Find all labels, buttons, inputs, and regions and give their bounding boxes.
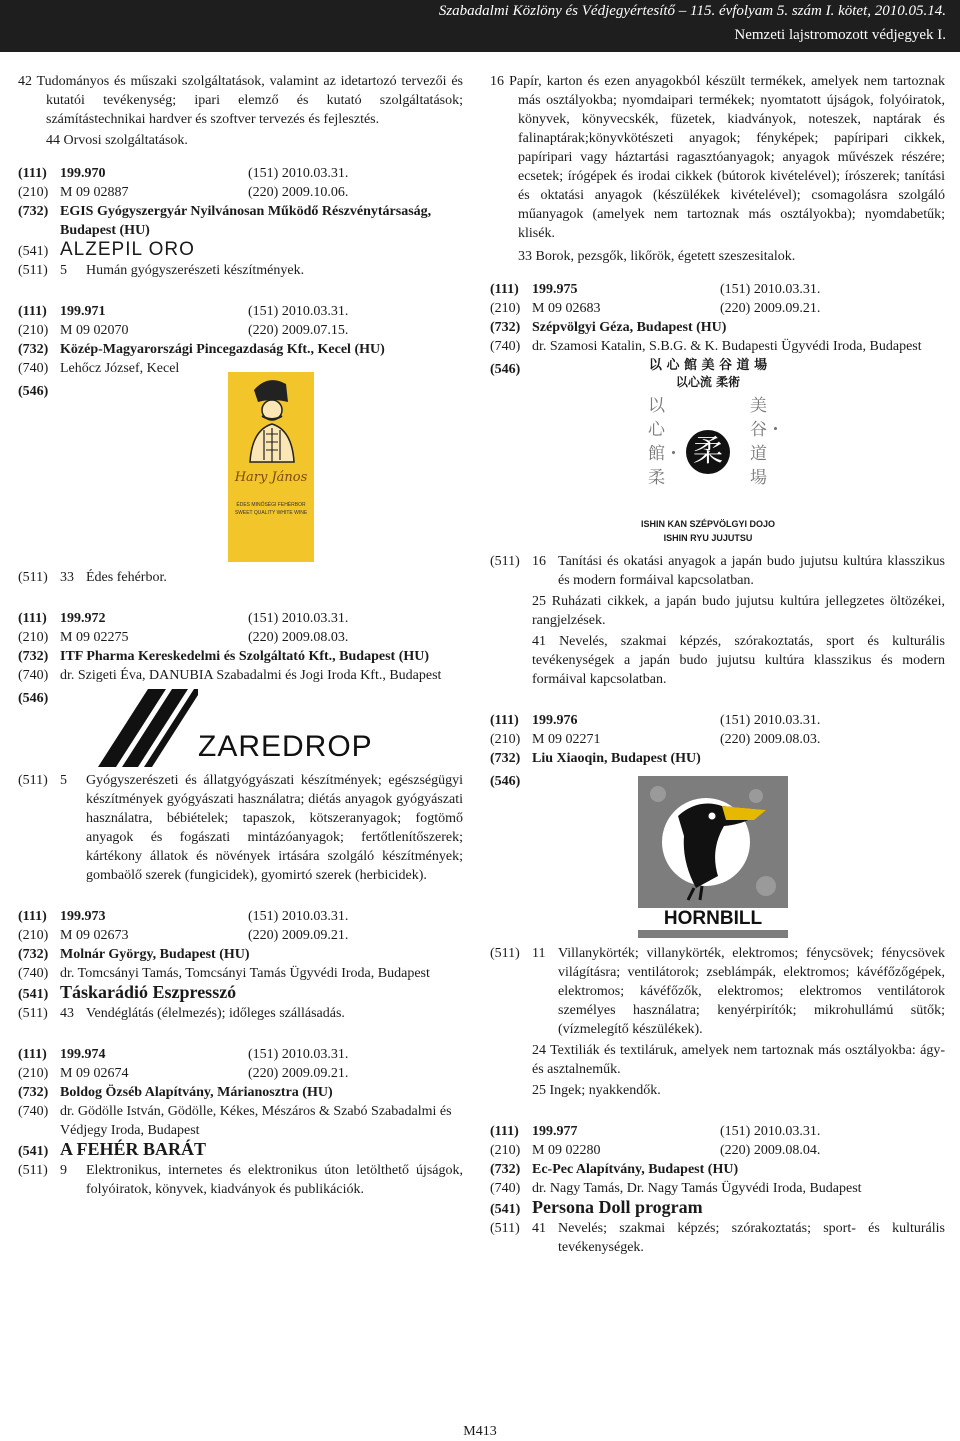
page-header: [0, 0, 960, 52]
code-732: (732): [18, 342, 49, 357]
code-546: (546): [490, 362, 521, 377]
word-mark: Táskarádió Eszpresszó: [60, 982, 237, 1002]
agent: Lehőcz József, Kecel: [60, 361, 180, 376]
code-210: (210): [490, 1143, 521, 1158]
code-732: (732): [18, 649, 49, 664]
reg-number: 199.972: [60, 611, 106, 626]
code-111: (111): [18, 1047, 47, 1062]
goods-text: Elektronikus, internetes és elektronikus úton letölthető újságok, folyóiratok, könyvek, kiadványok és publikációk.: [86, 1163, 463, 1197]
hornbill-logo-text: HORNBILL: [638, 908, 788, 930]
date-151: (151) 2010.03.31.: [248, 304, 349, 319]
code-740: (740): [18, 966, 49, 981]
code-541: (541): [18, 987, 49, 1002]
goods-text: Vendéglátás (élelmezés); időleges szállásadás.: [86, 1006, 345, 1021]
logo-right-vertical: 美谷・道場: [750, 396, 784, 488]
code-546: (546): [18, 384, 49, 399]
code-511: (511): [490, 554, 520, 569]
code-541: (541): [490, 1202, 521, 1217]
entry-199974: [18, 1045, 463, 1199]
entry-199977: [490, 1122, 945, 1257]
owner: Ec-Pec Alapítvány, Budapest (HU): [532, 1162, 739, 1177]
owner: Liu Xiaoqin, Budapest (HU): [532, 751, 701, 766]
date-220: (220) 2009.09.21.: [720, 301, 821, 316]
app-number: M 09 02271: [532, 732, 601, 747]
code-740: (740): [490, 339, 521, 354]
date-151: (151) 2010.03.31.: [248, 1047, 349, 1062]
code-511: (511): [18, 570, 48, 585]
code-111: (111): [490, 713, 519, 728]
page-number: M413: [463, 1424, 497, 1439]
ishin-kan-logo: [640, 358, 784, 550]
date-220: (220) 2009.08.03.: [720, 732, 821, 747]
code-111: (111): [490, 282, 519, 297]
code-210: (210): [490, 732, 521, 747]
code-732: (732): [18, 947, 49, 962]
logo-top-line2: 以心流 柔術: [675, 375, 741, 389]
code-210: (210): [18, 323, 49, 338]
code-541: (541): [18, 1144, 49, 1159]
journal-title: Szabadalmi Közlöny és Védjegyértesítő – 115. évfolyam 5. szám I. kötet, 2010.05.14.: [438, 3, 946, 19]
goods-text: Nevelés; szakmai képzés; szórakoztatás; sport- és kulturális tevékenységek.: [558, 1221, 945, 1255]
entry-199976: [490, 711, 945, 1100]
logo-left-vertical: 以心館・柔: [648, 396, 682, 488]
app-number: M 09 02280: [532, 1143, 601, 1158]
reg-number: 199.971: [60, 304, 106, 319]
code-740: (740): [18, 668, 49, 683]
code-546: (546): [490, 774, 521, 789]
date-151: (151) 2010.03.31.: [720, 282, 821, 297]
date-151: (151) 2010.03.31.: [248, 909, 349, 924]
left-column: [18, 72, 463, 1207]
class-number: 41: [532, 1221, 546, 1236]
entry-199972: [18, 609, 463, 885]
date-151: (151) 2010.03.31.: [248, 611, 349, 626]
code-210: (210): [490, 301, 521, 316]
date-151: (151) 2010.03.31.: [720, 713, 821, 728]
right-column: [490, 72, 945, 1265]
class-number: 9: [60, 1163, 67, 1178]
owner: Molnár György, Budapest (HU): [60, 947, 250, 962]
entry-199975: [490, 280, 945, 689]
app-number: M 09 02887: [60, 185, 129, 200]
code-740: (740): [18, 1104, 49, 1119]
zaredrop-stripes-icon: [88, 689, 198, 769]
goods-text: Villanykörték; villanykörték, elektromos; fénycsövek; fénycsövek világításra; ventilátorok; zseblámpák, elektromos; kávéfőzőgépek, elektromos; kávéfőzők, elektromos; elektromos ventilátorok személyes használatra; kenyérpirítók; mikrohullámú sütők; (vízmelegítő készülékek).: [558, 946, 945, 1037]
code-740: (740): [490, 1181, 521, 1196]
agent: dr. Tomcsányi Tamás, Tomcsányi Tamás Ügyvédi Iroda, Budapest: [60, 966, 430, 981]
app-number: M 09 02070: [60, 323, 129, 338]
class-33-text: 33 Borok, pezsgők, likőrök, égetett szeszesitalok.: [518, 249, 796, 264]
code-111: (111): [490, 1124, 519, 1139]
agent: dr. Szigeti Éva, DANUBIA Szabadalmi és Jogi Iroda Kft., Budapest: [60, 668, 442, 683]
entry-199973: [18, 907, 463, 1023]
code-511: (511): [18, 263, 48, 278]
date-151: (151) 2010.03.31.: [720, 1124, 821, 1139]
code-732: (732): [490, 320, 521, 335]
code-111: (111): [18, 909, 47, 924]
code-511: (511): [18, 773, 48, 788]
date-220: (220) 2009.09.21.: [248, 928, 349, 943]
class-number: 5: [60, 263, 67, 278]
owner: ITF Pharma Kereskedelmi és Szolgáltató Kft., Budapest (HU): [60, 649, 430, 664]
logo-bottom-line1: ISHIN KAN SZÉPVÖLGYI DOJO: [640, 519, 776, 529]
date-220: (220) 2009.09.21.: [248, 1066, 349, 1081]
wine-label-line1: ÉDES MINŐSÉGI FEHÉRBOR: [236, 502, 306, 508]
class-number: 33: [60, 570, 74, 585]
code-732: (732): [490, 751, 521, 766]
goods-class-41: 41 Nevelés, szakmai képzés, szórakoztatás, sport és kulturális tevékenységek a japán budo jujutsu kultúra klasszikus és modern formáival kapcsolatban.: [532, 634, 945, 687]
code-546: (546): [18, 691, 49, 706]
reg-number: 199.975: [532, 282, 578, 297]
goods-text: Humán gyógyszerészeti készítmények.: [86, 263, 305, 278]
class-44-text: 44 Orvosi szolgáltatások.: [46, 133, 188, 148]
date-220: (220) 2009.08.03.: [248, 630, 349, 645]
class-number: 11: [532, 946, 546, 961]
hornbill-bird-icon: [638, 776, 788, 906]
wine-label-line2: SWEET QUALITY WHITE WINE: [234, 510, 308, 516]
code-210: (210): [18, 928, 49, 943]
code-732: (732): [18, 204, 49, 219]
class-number: 43: [60, 1006, 74, 1021]
date-151: (151) 2010.03.31.: [248, 166, 349, 181]
goods-class-25: 25 Ingek; nyakkendők.: [532, 1083, 661, 1098]
logo-top-line1: 以 心 館 美 谷 道 場: [648, 358, 768, 373]
hornbill-logo: [638, 776, 788, 938]
owner: Szépvölgyi Géza, Budapest (HU): [532, 320, 727, 335]
code-511: (511): [490, 1221, 520, 1236]
agent: dr. Nagy Tamás, Dr. Nagy Tamás Ügyvédi Iroda, Budapest: [532, 1181, 862, 1196]
owner: Közép-Magyarországi Pincegazdaság Kft., Kecel (HU): [60, 342, 385, 357]
section-title: Nemzeti lajstromozott védjegyek I.: [734, 27, 946, 43]
code-511: (511): [18, 1163, 48, 1178]
date-220: (220) 2009.08.04.: [720, 1143, 821, 1158]
app-number: M 09 02674: [60, 1066, 129, 1081]
app-number: M 09 02275: [60, 630, 129, 645]
owner: EGIS Gyógyszergyár Nyilvánosan Működő Részvénytársaság, Budapest (HU): [60, 204, 432, 238]
app-number: M 09 02673: [60, 928, 129, 943]
class-number: 5: [60, 773, 67, 788]
code-541: (541): [18, 244, 49, 259]
code-210: (210): [18, 1066, 49, 1081]
word-mark: Persona Doll program: [532, 1197, 703, 1217]
code-210: (210): [18, 185, 49, 200]
goods-class-25: 25 Ruházati cikkek, a japán budo jujutsu kultúra jellegzetes öltözékei, rangjelzések.: [532, 594, 945, 628]
code-511: (511): [490, 946, 520, 961]
code-111: (111): [18, 166, 47, 181]
app-number: M 09 02683: [532, 301, 601, 316]
entry-199970: [18, 164, 463, 280]
agent: dr. Gödölle István, Gödölle, Kékes, Mészáros & Szabó Szabadalmi és Védjegy Iroda, Budapest: [60, 1104, 452, 1138]
code-210: (210): [18, 630, 49, 645]
goods-text: Tanítási és okatási anyagok a japán budo jujutsu kultúra klasszikus és modern formáival kapcsolatban.: [558, 554, 945, 588]
code-732: (732): [490, 1162, 521, 1177]
hussar-figure-icon: [228, 372, 314, 562]
wine-label-logo: [228, 372, 314, 562]
logo-bottom-line2: ISHIN RYU JUJUTSU: [663, 533, 753, 543]
date-220: (220) 2009.10.06.: [248, 185, 349, 200]
zaredrop-logo-text: ZAREDROP: [198, 730, 373, 763]
class-number: 16: [532, 554, 546, 569]
class-42-text: 42 Tudományos és műszaki szolgáltatások, valamint az idetartozó tervezői és kutatói tevékenység; ipari elemző és kutató szolgáltatások; számítástechnikai hardver és szoftver tervezés és fejlesztés.: [18, 74, 463, 127]
reg-number: 199.970: [60, 166, 106, 181]
reg-number: 199.977: [532, 1124, 578, 1139]
code-111: (111): [18, 611, 47, 626]
owner: Boldog Özséb Alapítvány, Márianosztra (HU): [60, 1085, 333, 1100]
code-111: (111): [18, 304, 47, 319]
entry-199971: [18, 302, 463, 587]
code-732: (732): [18, 1085, 49, 1100]
word-mark: ALZEPIL ORO: [60, 239, 195, 260]
date-220: (220) 2009.07.15.: [248, 323, 349, 338]
code-511: (511): [18, 1006, 48, 1021]
word-mark: A FEHÉR BARÁT: [60, 1139, 207, 1159]
class-16-text: 16 Papír, karton és ezen anyagokból készült termékek, amelyek nem tartoznak más osztályokba; nyomdaipari termékek; nyomtatott újságok, folyóiratok, könyvek, könyvecskék, füzetek, kiadványok, noteszek, naptárak és falinaptárak;könyvkötészeti anyagok; fényképek; papíripari cikkek, papíripari vagy háztartási ragasztóanyagok; anyagok művészek részére; ecsetek; írógépek és irodai cikkek (bútorok kivételével); írószerek; tanítási és oktatási anyagok (készülékek kivételével); csomagolásra szolgáló műanyagok (amelyek nem tartoznak más osztályokba); nyomdabetűk; klisék.: [490, 74, 945, 241]
code-740: (740): [18, 361, 49, 376]
logo-center-seal: 柔: [686, 430, 730, 474]
goods-text: Édes fehérbor.: [86, 570, 167, 585]
agent: dr. Szamosi Katalin, S.B.G. & K. Budapesti Ügyvédi Iroda, Budapest: [532, 339, 922, 354]
reg-number: 199.973: [60, 909, 106, 924]
goods-text: Gyógyszerészeti és állatgyógyászati készítmények; egészségügyi készítmények gyógyászati használatra; diétás anyagok gyógyászati használatra, bébiételek; tapaszok, kötszeranyagok; fogtömő anyagok és fogászati mintázóanyagok; fertőtlenítőszerek; kártékony állatok és növények irtására szolgáló készítmények; gombaölő szerek (fungicidek), gyomirtó szerek (herbicidek).: [86, 773, 463, 883]
goods-class-24: 24 Textiliák és textiláruk, amelyek nem tartoznak más osztályokba: ágy- és asztalneműk.: [532, 1043, 945, 1077]
reg-number: 199.974: [60, 1047, 106, 1062]
wine-script-name: Hary János: [234, 470, 308, 485]
reg-number: 199.976: [532, 713, 578, 728]
